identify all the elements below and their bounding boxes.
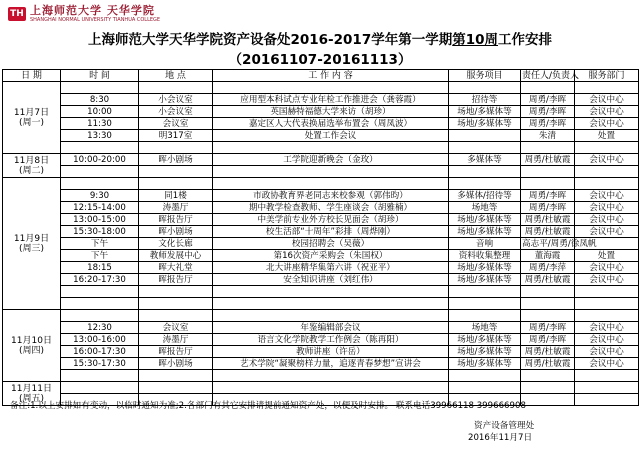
issuing-office: 资产设备管理处 — [474, 421, 535, 431]
day-weekday: (周四) — [18, 345, 45, 356]
service-cell: 资料收集整理 — [449, 250, 521, 262]
department-cell: 会议中心 — [575, 226, 639, 238]
location-cell: 明317室 — [139, 130, 213, 142]
time-cell: 13:00-15:00 — [61, 214, 139, 226]
table-row — [3, 250, 639, 262]
title-suffix: 工作安排 — [498, 32, 553, 48]
day-weekday: (周三) — [18, 243, 45, 254]
service-cell — [449, 370, 521, 382]
time-cell — [61, 82, 139, 94]
time-cell: 13:30 — [61, 130, 139, 142]
person-cell — [521, 142, 575, 154]
person-cell — [521, 166, 575, 178]
table-row — [3, 382, 639, 394]
table-row — [3, 214, 639, 226]
table-header-row — [3, 70, 639, 82]
location-cell: 晖报告厅 — [139, 274, 213, 286]
person-cell: 董海霞 — [521, 250, 575, 262]
person-cell: 周勇/李萍 — [521, 262, 575, 274]
location-cell — [139, 82, 213, 94]
person-cell: 高志平/周勇/徐凤帆 — [522, 238, 597, 249]
service-cell: 多媒体等 — [449, 154, 521, 166]
location-cell: 晖报告厅 — [139, 214, 213, 226]
table-row — [3, 226, 639, 238]
day-weekday: (周五) — [18, 393, 45, 404]
department-cell: 处置 — [575, 250, 639, 262]
service-cell — [449, 166, 521, 178]
person-cell — [521, 394, 575, 406]
content-cell: 教师讲座（许岳） — [213, 346, 449, 358]
service-cell — [449, 178, 521, 190]
location-cell: 会议室 — [139, 322, 213, 334]
table-row — [3, 166, 639, 178]
content-cell — [213, 370, 449, 382]
title-main: 上海师范大学天华学院资产设备处2016-2017学年第一学期 — [87, 32, 453, 48]
footer-note: 备注:1.以上安排如有变动，以临时通知为准;2.各部门有其它安排请提前通知资产处，以便及时安排。 联系电话39966118 399666908 — [10, 401, 526, 411]
table-row — [3, 238, 639, 250]
content-cell: 嘉定区人大代表换届选举布置会（周凤波） — [213, 118, 449, 130]
person-cell: 周勇/杜敏霞 — [521, 214, 575, 226]
table-row — [3, 346, 639, 358]
issue-date: 2016年11月7日 — [468, 433, 533, 443]
content-cell: 工学院迎新晚会（金玫） — [213, 154, 449, 166]
table-row — [3, 262, 639, 274]
day-date: 11月8日 — [13, 155, 50, 166]
location-cell: 小会议室 — [139, 94, 213, 106]
service-cell: 场地/多媒体等 — [449, 262, 521, 274]
time-cell — [61, 166, 139, 178]
person-cell — [521, 370, 575, 382]
logo-name-en: SHANGHAI NORMAL UNIVERSITY TIANHUA COLLEGE — [30, 17, 161, 23]
column-header: 责任人/负责人 — [522, 70, 580, 81]
table-row — [3, 142, 639, 154]
department-cell — [575, 370, 639, 382]
table-row — [3, 118, 639, 130]
content-cell: 北大讲座精华集第六讲（祝亚平） — [213, 262, 449, 274]
content-cell — [213, 178, 449, 190]
time-cell: 10:00 — [61, 106, 139, 118]
time-cell — [61, 310, 139, 322]
time-cell — [61, 142, 139, 154]
table-row — [3, 106, 639, 118]
location-cell: 晖小剧场 — [139, 226, 213, 238]
time-cell — [61, 286, 139, 298]
time-cell: 15:30-18:00 — [61, 226, 139, 238]
table-row — [3, 130, 639, 142]
service-cell: 场地/多媒体等 — [449, 118, 521, 130]
table-row — [3, 190, 639, 202]
department-cell: 会议中心 — [575, 274, 639, 286]
department-cell: 会议中心 — [575, 346, 639, 358]
department-cell: 会议中心 — [575, 334, 639, 346]
service-cell — [449, 142, 521, 154]
department-cell — [575, 310, 639, 322]
service-cell: 音响 — [449, 238, 521, 250]
department-cell: 会议中心 — [575, 202, 639, 214]
content-cell — [213, 166, 449, 178]
time-cell — [61, 298, 139, 310]
service-cell: 场地等 — [449, 202, 521, 214]
service-cell: 招待等 — [449, 94, 521, 106]
time-cell — [61, 382, 139, 394]
location-cell — [139, 166, 213, 178]
content-cell — [213, 286, 449, 298]
content-cell: 处置工作会议 — [213, 130, 449, 142]
person-cell: 周勇/杜敏霞 — [521, 274, 575, 286]
department-cell — [575, 298, 639, 310]
person-cell: 周勇/李晖 — [521, 334, 575, 346]
day-cell — [3, 310, 61, 382]
department-cell — [575, 142, 639, 154]
content-cell — [213, 142, 449, 154]
person-cell: 周勇/杜敏霞 — [521, 346, 575, 358]
person-cell — [521, 382, 575, 394]
logo-name-cn: 上海师范大学 天华学院 — [30, 4, 155, 17]
content-cell — [213, 82, 449, 94]
department-cell — [575, 382, 639, 394]
time-cell: 12:15-14:00 — [61, 202, 139, 214]
person-cell — [521, 178, 575, 190]
service-cell: 场地/多媒体等 — [449, 358, 521, 370]
location-cell: 同1楼 — [139, 190, 213, 202]
table-row — [3, 322, 639, 334]
time-cell: 18:15 — [61, 262, 139, 274]
table-row — [3, 154, 639, 166]
person-cell: 周勇/李晖 — [521, 106, 575, 118]
service-cell: 多媒体/招待等 — [449, 190, 521, 202]
table-row — [3, 334, 639, 346]
department-cell: 会议中心 — [575, 118, 639, 130]
location-cell — [139, 382, 213, 394]
time-cell: 16:20-17:30 — [61, 274, 139, 286]
content-cell: 期中教学检查教师、学生座谈会（胡雅楠） — [213, 202, 449, 214]
department-cell — [575, 166, 639, 178]
person-cell: 周勇/杜敏霞 — [521, 154, 575, 166]
location-cell — [139, 370, 213, 382]
table-row — [3, 310, 639, 322]
table-row — [3, 298, 639, 310]
person-cell: 周勇/杜敏霞 — [521, 226, 575, 238]
day-date: 11月9日 — [13, 233, 50, 244]
department-cell — [575, 286, 639, 298]
person-cell — [521, 82, 575, 94]
person-cell: 朱清 — [521, 130, 575, 142]
department-cell — [575, 178, 639, 190]
department-cell — [575, 82, 639, 94]
location-cell — [139, 298, 213, 310]
time-cell: 下午 — [61, 238, 139, 250]
location-cell: 涛墨厅 — [139, 202, 213, 214]
column-header: 服务部门 — [575, 70, 639, 82]
content-cell: 市政协教育界老同志来校参观（郭伟昀） — [213, 190, 449, 202]
content-cell: 校园招聘会（吴薇） — [213, 238, 449, 250]
department-cell: 会议中心 — [575, 262, 639, 274]
person-cell: 周勇/李晖 — [521, 118, 575, 130]
table-row — [3, 370, 639, 382]
column-header: 服务项目 — [449, 70, 521, 82]
location-cell — [139, 142, 213, 154]
location-cell: 晖小剧场 — [139, 154, 213, 166]
time-cell — [61, 178, 139, 190]
department-cell — [575, 394, 639, 406]
location-cell — [139, 178, 213, 190]
table-row — [3, 286, 639, 298]
table-row — [3, 178, 639, 190]
day-weekday: (周二) — [18, 165, 45, 176]
person-cell — [521, 310, 575, 322]
location-cell: 文化长廊 — [139, 238, 213, 250]
service-cell: 场地/多媒体等 — [449, 334, 521, 346]
person-cell: 周勇/李晖 — [521, 202, 575, 214]
day-cell — [3, 178, 61, 310]
title-week: 第10周 — [452, 32, 499, 48]
location-cell: 会议室 — [139, 118, 213, 130]
date-range: （20161107-20161113） — [228, 52, 412, 68]
time-cell: 16:00-17:30 — [61, 346, 139, 358]
table-row — [3, 202, 639, 214]
person-cell — [521, 298, 575, 310]
column-header: 时 间 — [61, 70, 139, 82]
location-cell — [139, 286, 213, 298]
service-cell: 场地/多媒体等 — [449, 214, 521, 226]
content-cell — [213, 382, 449, 394]
department-cell: 会议中心 — [575, 358, 639, 370]
table-row — [3, 94, 639, 106]
location-cell: 晖大礼堂 — [139, 262, 213, 274]
location-cell: 小会议室 — [139, 106, 213, 118]
department-cell: 会议中心 — [575, 322, 639, 334]
service-cell — [449, 286, 521, 298]
content-cell: 校生活部“十周年”彩排（周烨刚） — [213, 226, 449, 238]
service-cell: 场地/多媒体等 — [449, 274, 521, 286]
content-cell: 艺术学院“凝聚榜样力量，追逐青春梦想”宣讲会 — [213, 358, 449, 370]
department-cell: 会议中心 — [575, 214, 639, 226]
content-cell: 语言文化学院教学工作例会（陈再阳） — [213, 334, 449, 346]
column-header: 日 期 — [3, 70, 61, 82]
service-cell: 场地/多媒体等 — [449, 346, 521, 358]
content-cell: 年鉴编辑部会议 — [213, 322, 449, 334]
day-weekday: (周一) — [18, 117, 45, 128]
day-cell — [3, 154, 61, 178]
location-cell: 涛墨厅 — [139, 334, 213, 346]
service-cell — [449, 382, 521, 394]
page-title — [0, 28, 640, 48]
department-cell: 会议中心 — [575, 106, 639, 118]
day-cell — [3, 82, 61, 154]
service-cell — [449, 130, 521, 142]
department-cell: 会议中心 — [575, 154, 639, 166]
location-cell: 晖报告厅 — [139, 346, 213, 358]
content-cell: 第16次资产采购会（朱国权） — [213, 250, 449, 262]
table-row — [3, 82, 639, 94]
time-cell: 13:00-16:00 — [61, 334, 139, 346]
service-cell: 场地/多媒体等 — [449, 106, 521, 118]
content-cell — [213, 310, 449, 322]
person-cell — [521, 286, 575, 298]
time-cell: 9:30 — [61, 190, 139, 202]
person-cell: 周勇/李晖 — [521, 94, 575, 106]
time-cell: 12:30 — [61, 322, 139, 334]
person-cell: 周勇/李晖 — [521, 322, 575, 334]
column-header: 地 点 — [139, 70, 213, 82]
department-cell: 会议中心 — [575, 94, 639, 106]
location-cell: 教师发展中心 — [139, 250, 213, 262]
day-date: 11月11日 — [11, 383, 52, 394]
service-cell — [449, 310, 521, 322]
service-cell — [449, 298, 521, 310]
time-cell — [61, 370, 139, 382]
logo-emblem-icon: TH — [8, 7, 26, 21]
location-cell — [139, 310, 213, 322]
content-cell — [213, 298, 449, 310]
person-cell: 周勇/李晖 — [521, 190, 575, 202]
schedule-table — [2, 69, 639, 406]
table-row — [3, 274, 639, 286]
column-header: 工 作 内 容 — [213, 70, 449, 82]
day-date: 11月10日 — [11, 335, 52, 346]
time-cell: 11:30 — [61, 118, 139, 130]
content-cell: 应用型本科试点专业年检工作推进会（龚蓉霞） — [213, 94, 449, 106]
person-cell: 周勇/杜敏霞 — [521, 358, 575, 370]
service-cell — [449, 82, 521, 94]
day-date: 11月7日 — [13, 107, 50, 118]
time-cell: 10:00-20:00 — [61, 154, 139, 166]
department-cell: 会议中心 — [575, 190, 639, 202]
location-cell: 晖小剧场 — [139, 358, 213, 370]
content-cell: 安全知识讲座（刘红伟） — [213, 274, 449, 286]
content-cell: 中美学前专业外方校长见面会（胡珍） — [213, 214, 449, 226]
department-cell: 处置 — [575, 130, 639, 142]
content-cell: 英国赫特福德大学来访（胡珍） — [213, 106, 449, 118]
service-cell: 场地等 — [449, 322, 521, 334]
college-logo — [8, 3, 160, 25]
time-cell: 15:30-17:30 — [61, 358, 139, 370]
service-cell: 场地/多媒体等 — [449, 226, 521, 238]
time-cell: 下午 — [61, 250, 139, 262]
table-row — [3, 358, 639, 370]
time-cell: 8:30 — [61, 94, 139, 106]
